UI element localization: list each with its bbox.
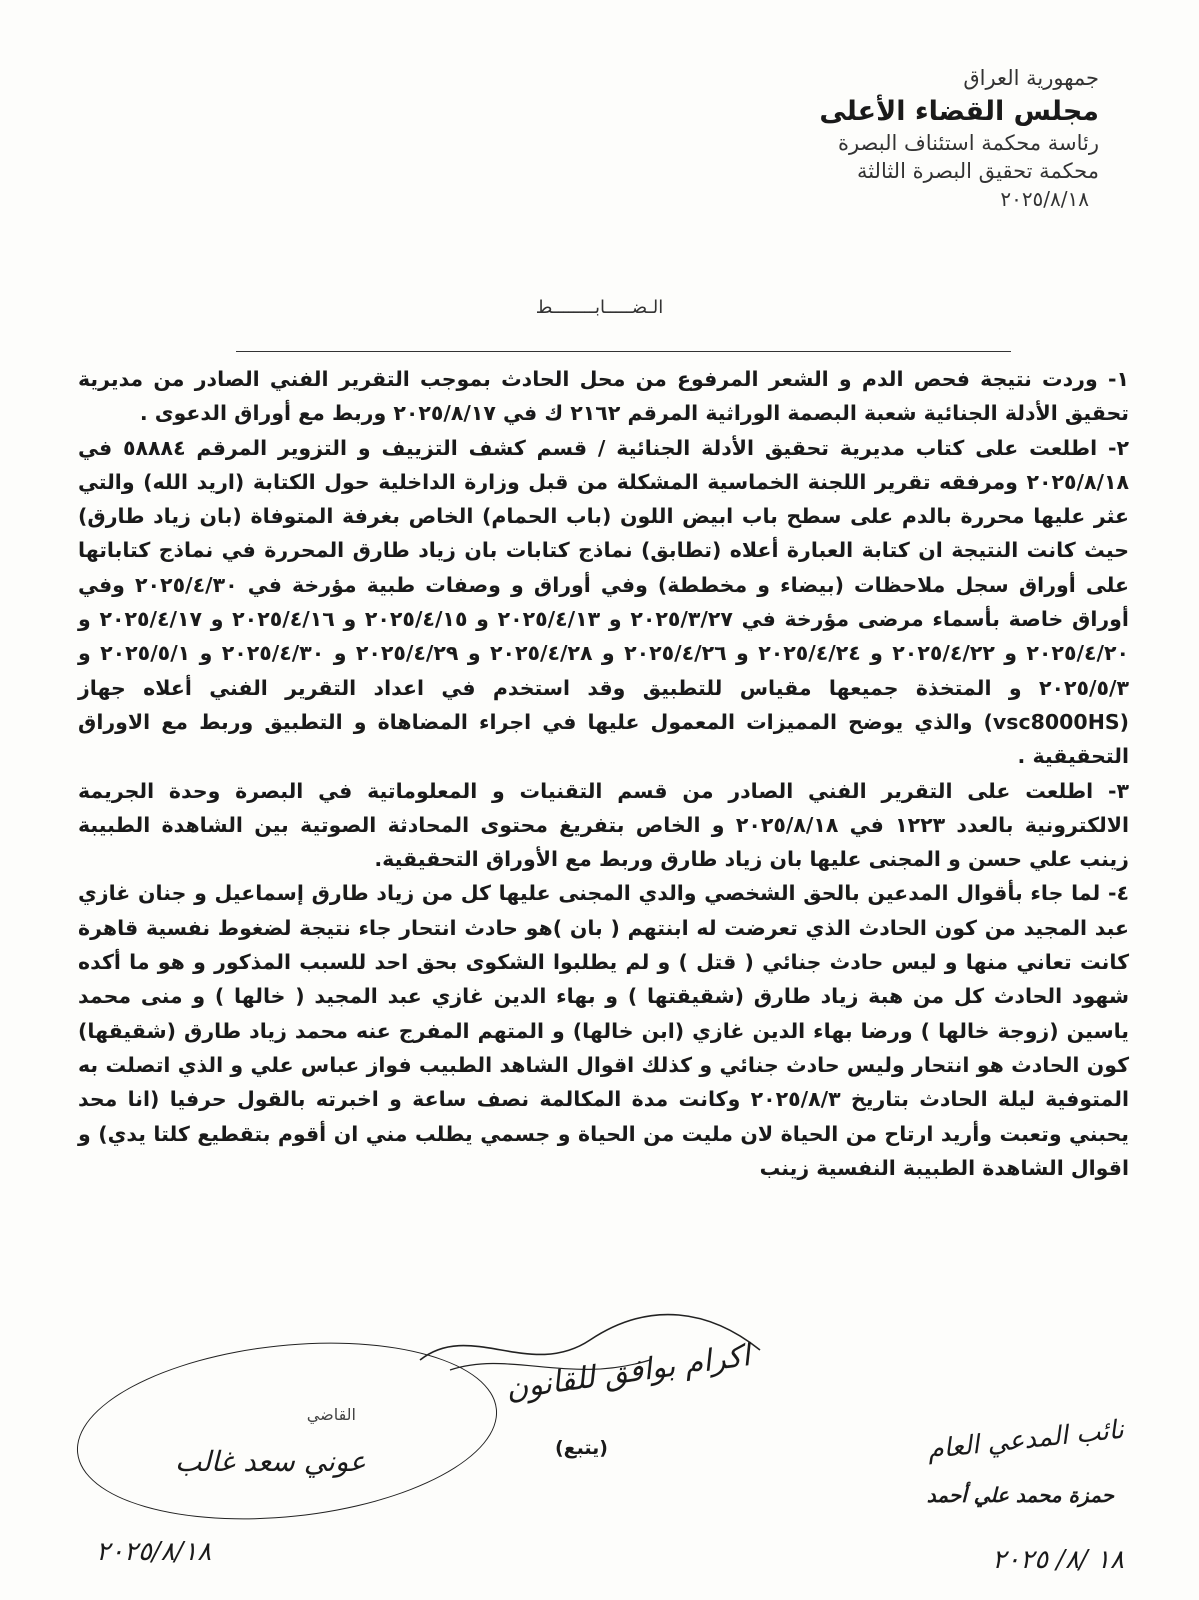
- handwritten-note: اكرام بوافق للقانون: [503, 1338, 753, 1407]
- judge-signature-block: [96, 1405, 386, 1567]
- document-title: الـضـــــابــــــــط: [535, 297, 664, 318]
- prosecutor-date: ١٨ /٨/ ٢٠٢٥: [992, 1545, 1124, 1575]
- document-date: ٢٠٢٥/٨/١٨: [1000, 187, 1089, 211]
- title-divider: [236, 351, 1011, 352]
- prosecutor-name: حمزة محمد علي أحمد: [926, 1483, 1114, 1507]
- paragraph-2: ٢- اطلعت على كتاب مديرية تحقيق الأدلة الجنائية / قسم كشف التزييف و التزوير المرقم ٥٨٨٨٤ في ٢٠٢٥/٨/١٨ ومرفقه تقرير اللجنة الخماسية المشكلة من قبل وزارة الداخلية حول الكتابة (اريد الله) والتي عثر عليها محررة بالدم على سطح باب ابيض اللون (باب الحمام) الخاص بغرفة المتوفاة (بان زياد طارق) حيث كانت النتيجة ان كتابة العبارة أعلاه (تطابق) نماذج كتابات بان زياد طارق المحررة في نماذج كتاباتها على أوراق سجل ملاحظات (بيضاء و مخططة) وفي أوراق و وصفات طبية مؤرخة في ٢٠٢٥/٤/٣٠ وفي أوراق خاصة بأسماء مرضى مؤرخة في ٢٠٢٥/٣/٢٧ و ٢٠٢٥/٤/١٣ و ٢٠٢٥/٤/١٥ و ٢٠٢٥/٤/١٦ و ٢٠٢٥/٤/١٧ و ٢٠٢٥/٤/٢٠ و ٢٠٢٥/٤/٢٢ و ٢٠٢٥/٤/٢٤ و ٢٠٢٥/٤/٢٦ و ٢٠٢٥/٤/٢٨ و ٢٠٢٥/٤/٢٩ و ٢٠٢٥/٤/٣٠ و ٢٠٢٥/٥/١ و ٢٠٢٥/٥/٣ و المتخذة جميعها مقياس للتطبيق وقد استخدم في اعداد التقرير الفني أعلاه جهاز (vsc8000HS) والذي يوضح المميزات المعمول عليها في اجراء المضاهاة و التطبيق وربط مع الاوراق التحقيقية .: [78, 435, 1129, 769]
- document-body: [78, 362, 1129, 1185]
- letterhead: [679, 66, 1099, 211]
- judge-title: القاضي: [306, 1405, 356, 1424]
- council-name: مجلس القضاء الأعلى: [819, 96, 1099, 127]
- prosecutor-signature-block: [804, 1414, 1134, 1575]
- court-name: محكمة تحقيق البصرة الثالثة: [856, 159, 1099, 183]
- paragraph-1: ١- وردت نتيجة فحص الدم و الشعر المرفوع من محل الحادث بموجب التقرير الفني الصادر من مديرية تحقيق الأدلة الجنائية شعبة البصمة الوراثية المرقم ٢١٦٢ ك في ٢٠٢٥/٨/١٧ وربط مع أوراق الدعوى .: [78, 367, 1129, 426]
- paragraph-4: ٤- لما جاء بأقوال المدعين بالحق الشخصي والدي المجنى عليها كل من زياد طارق إسماعيل و جنان غازي عبد المجيد من كون الحادث الذي تعرضت له ابنتهم ( بان )هو حادث انتحار جاء نتيجة لضغوط نفسية قاهرة كانت تعاني منها و ليس حادث جنائي ( قتل ) و لم يطلبوا الشكوى بحق احد للسبب المذكور و هو ما أكده شهود الحادث كل من هبة زياد طارق (شقيقتها ) و بهاء الدين غازي عبد المجيد ( خالها ) و منى محمد ياسين (زوجة خالها ) ورضا بهاء الدين غازي (ابن خالها) و المتهم المفرج عنه محمد زياد طارق (شقيقها) كون الحادث هو انتحار وليس حادث جنائي و كذلك اقوال الشاهد الطبيب فواز عباس علي و الذي اتصلت به المتوفية ليلة الحادث بتاريخ ٢٠٢٥/٨/٣ وكانت مدة المكالمة نصف ساعة و اخبرته بالقول حرفيا (انا محد يحبني وتعبت وأريد ارتاح من الحياة لان مليت من الحياة و جسمي يطلب مني ان أقوم بتقطيع كلتا يدي) و اقوال الشاهدة الطبيبة النفسية زينب: [78, 881, 1129, 1180]
- court-presidency: رئاسة محكمة استئناف البصرة: [837, 131, 1099, 155]
- country-name: جمهورية العراق: [963, 66, 1099, 90]
- judge-name: عوني سعد غالب: [175, 1445, 366, 1478]
- continued-label: (يتبع): [555, 1437, 608, 1459]
- prosecutor-stamp: نائب المدعي العام: [925, 1414, 1126, 1466]
- paragraph-3: ٣- اطلعت على التقرير الفني الصادر من قسم التقنيات و المعلوماتية في البصرة وحدة الجريمة الالكترونية بالعدد ١٢٢٣ في ٢٠٢٥/٨/١٨ و الخاص بتفريغ محتوى المحادثة الصوتية بين الشاهدة الطبيبة زينب علي حسن و المجنى عليها بان زياد طارق وربط مع الأوراق التحقيقية.: [78, 778, 1130, 872]
- judge-date: ٢٠٢٥/٨/١٨: [96, 1537, 212, 1567]
